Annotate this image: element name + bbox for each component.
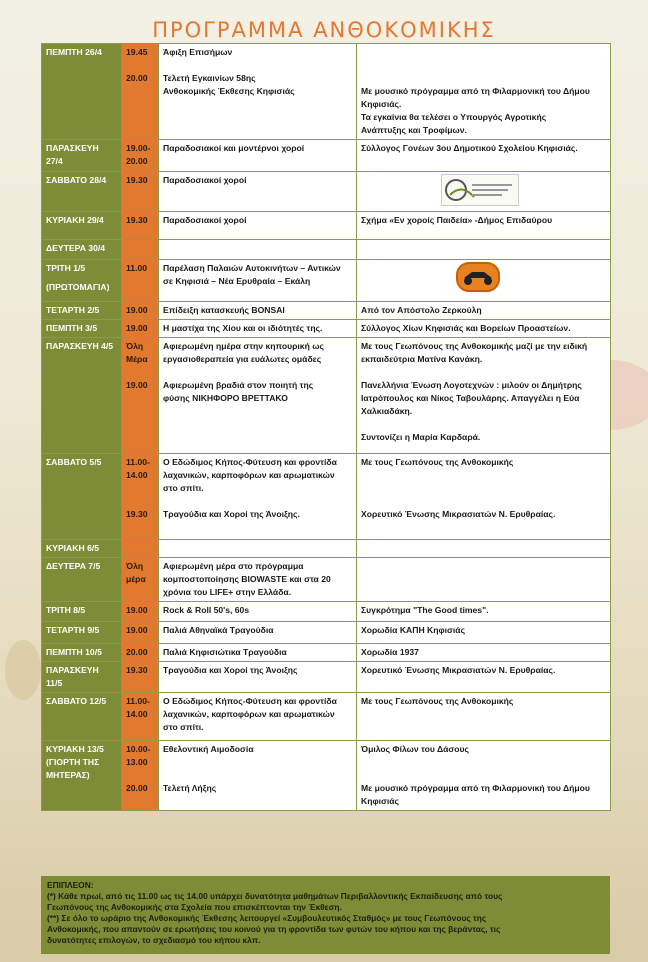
table-row xyxy=(42,140,611,172)
time-cell xyxy=(122,693,159,741)
time-cell-line: 13.00 xyxy=(126,757,148,767)
time-cell-line: 19.00 xyxy=(126,380,148,390)
organizer-cell xyxy=(357,44,611,140)
organizer-cell-line xyxy=(361,769,606,782)
organizer-cell-line xyxy=(361,756,606,769)
organizer-cell-line: Χορευτικό Ένωσης Μικρασιατών Ν. Ερυθραίας. xyxy=(361,509,556,519)
day-label: ΠΕΜΠΤΗ 10/5 xyxy=(46,647,102,657)
day-label: ΣΑΒΒΑΤΟ 28/4 xyxy=(46,175,107,185)
time-cell-line xyxy=(126,769,154,782)
school-association-logo-icon xyxy=(441,174,519,206)
activity-cell-line: Παραδοσιακοί και μοντέρνοι χοροί xyxy=(163,143,305,153)
activity-cell-line: Αφιερωμένη ημέρα στην κηπουρική ως xyxy=(163,341,324,351)
activity-cell xyxy=(159,302,357,320)
activity-cell-line: Εθελοντική Αιμοδοσία xyxy=(163,744,254,754)
day-label: ΠΕΜΠΤΗ 26/4 xyxy=(46,47,102,57)
activity-cell-line: Ο Εδώδιμος Κήπος-Φύτευση και φροντίδα xyxy=(163,696,337,706)
time-cell-line: 19.00 xyxy=(126,323,148,333)
time-cell-line: 11.00- xyxy=(126,696,150,706)
activity-cell-line: Ο Εδώδιμος Κήπος-Φύτευση και φροντίδα xyxy=(163,457,337,467)
activity-cell xyxy=(159,260,357,302)
organizer-cell-line xyxy=(361,59,606,72)
organizer-cell-line: Τα εγκαίνια θα τελέσει ο Υπουργός Αγροτικής xyxy=(361,112,547,122)
activity-cell-line: Άφιξη Επισήμων xyxy=(163,47,233,57)
organizer-cell-line: Με μουσικό πρόγραμμα από τη Φιλαρμονική του Δήμου xyxy=(361,86,590,96)
activity-cell-line: λαχανικών, καρποφόρων και αρωματικών xyxy=(163,709,335,719)
table-row xyxy=(42,240,611,260)
organizer-cell-line xyxy=(361,366,606,379)
time-cell-line xyxy=(126,366,154,379)
time-cell xyxy=(122,260,159,302)
activity-cell xyxy=(159,454,357,540)
day-label: ΣΑΒΒΑΤΟ 5/5 xyxy=(46,457,102,467)
activity-cell xyxy=(159,602,357,622)
activity-cell-line: στο σπίτι. xyxy=(163,722,204,732)
day-cell xyxy=(42,212,122,240)
time-cell-line: μέρα xyxy=(126,574,146,584)
activity-cell-line: λαχανικών, καρποφόρων και αρωματικών xyxy=(163,470,335,480)
day-label: (ΓΙΟΡΤΗ ΤΗΣ xyxy=(46,757,100,767)
activity-cell-line: Rock & Roll 50's, 60s xyxy=(163,605,250,615)
time-cell xyxy=(122,44,159,140)
activity-cell xyxy=(159,693,357,741)
activity-cell xyxy=(159,558,357,602)
page-title: ΠΡΟΓΡΑΜΜΑ ΑΝΘΟΚΟΜΙΚΗΣ xyxy=(152,18,496,42)
table-row xyxy=(42,540,611,558)
table-row xyxy=(42,172,611,212)
time-cell-line: 11.00- xyxy=(126,457,150,467)
table-row xyxy=(42,644,611,662)
activity-cell-line: Παλιά Κηφισιώτικα Τραγούδια xyxy=(163,647,287,657)
time-cell-line: 19.30 xyxy=(126,175,148,185)
organizer-cell-line xyxy=(361,482,606,495)
activity-cell-line: Ανθοκομικής Έκθεσης Κηφισιάς xyxy=(163,86,295,96)
organizer-cell xyxy=(357,338,611,454)
day-label: ΤΡΙΤΗ 8/5 xyxy=(46,605,86,615)
activity-cell xyxy=(159,622,357,644)
table-row xyxy=(42,212,611,240)
day-label: ΔΕΥΤΕΡΑ 7/5 xyxy=(46,561,101,571)
organizer-cell xyxy=(357,693,611,741)
footer-heading: ΕΠΙΠΛΕΟΝ: xyxy=(47,880,94,890)
time-cell-line xyxy=(126,495,154,508)
day-label: ΠΑΡΑΣΚΕΥΗ 4/5 xyxy=(46,341,114,351)
day-cell xyxy=(42,172,122,212)
day-label: ΠΕΜΠΤΗ 3/5 xyxy=(46,323,98,333)
time-cell-line: 14.00 xyxy=(126,470,148,480)
day-label: ΤΡΙΤΗ 1/5 xyxy=(46,263,86,273)
day-cell xyxy=(42,540,122,558)
time-cell xyxy=(122,454,159,540)
time-cell-line: Όλη xyxy=(126,341,144,351)
time-cell xyxy=(122,212,159,240)
organizer-cell-line: Κηφισιάς. xyxy=(361,99,402,109)
activity-cell-line: Παραδοσιακοί χοροί xyxy=(163,215,247,225)
time-cell xyxy=(122,602,159,622)
day-cell xyxy=(42,454,122,540)
organizer-cell-line: Κηφισιάς xyxy=(361,796,400,806)
organizer-cell xyxy=(357,558,611,602)
activity-cell xyxy=(159,172,357,212)
time-cell xyxy=(122,172,159,212)
footer-note-line: δυνατότητες επιλογών, το σχεδιασμό του κήπου κλπ. xyxy=(47,935,261,945)
organizer-cell xyxy=(357,140,611,172)
activity-cell xyxy=(159,44,357,140)
day-cell xyxy=(42,644,122,662)
organizer-cell xyxy=(357,240,611,260)
organizer-cell xyxy=(357,622,611,644)
day-label: ΔΕΥΤΕΡΑ 30/4 xyxy=(46,243,106,253)
activity-cell-line xyxy=(163,769,352,782)
organizer-cell-line: Σύλλογος Γονέων 3ου Δημοτικού Σχολείου Κηφισιάς. xyxy=(361,143,578,153)
activity-cell-line: Παρέλαση Παλαιών Αυτοκινήτων – Αντικών xyxy=(163,263,341,273)
table-row xyxy=(42,454,611,540)
activity-cell xyxy=(159,320,357,338)
organizer-cell-line: Με τους Γεωπόνους της Ανθοκομικής xyxy=(361,696,514,706)
activity-cell-line: Τελετή Λήξης xyxy=(163,783,217,793)
organizer-cell-line: εκπαιδεύτρια Ματίνα Κανάκη. xyxy=(361,354,483,364)
time-cell xyxy=(122,540,159,558)
organizer-cell-line xyxy=(361,495,606,508)
organizer-cell xyxy=(357,172,611,212)
day-label: ΚΥΡΙΑΚΗ 6/5 xyxy=(46,543,100,553)
activity-cell-line: Τελετή Εγκαινίων 58ης xyxy=(163,73,256,83)
table-row xyxy=(42,662,611,693)
day-label: ΤΕΤΑΡΤΗ 9/5 xyxy=(46,625,100,635)
time-cell xyxy=(122,140,159,172)
time-cell-line: 19.30 xyxy=(126,665,148,675)
organizer-cell xyxy=(357,662,611,693)
time-cell xyxy=(122,302,159,320)
organizer-cell-line: Από τον Απόστολο Ζερκούλη xyxy=(361,305,482,315)
table-row xyxy=(42,741,611,811)
organizer-cell-line: Σύλλογος Χίων Κηφισιάς και Βορείων Προαστείων. xyxy=(361,323,571,333)
organizer-cell-line: Με μουσικό πρόγραμμα από τη Φιλαρμονική του Δήμου xyxy=(361,783,590,793)
time-cell xyxy=(122,240,159,260)
time-cell-line xyxy=(126,59,154,72)
activity-cell-line: Παλιά Αθηναϊκά Τραγούδια xyxy=(163,625,274,635)
table-row xyxy=(42,320,611,338)
day-label: ΚΥΡΙΑΚΗ 29/4 xyxy=(46,215,104,225)
time-cell-line: Όλη xyxy=(126,561,144,571)
organizer-cell-line: Με τους Γεωπόνους της Ανθοκομικής xyxy=(361,457,514,467)
organizer-cell-line xyxy=(361,46,606,59)
time-cell-line: 20.00 xyxy=(126,647,148,657)
activity-cell-line: Παραδοσιακοί χοροί xyxy=(163,175,247,185)
table-row xyxy=(42,302,611,320)
organizer-cell-line: Ιατρόπουλος και Νίκος Ταβουλάρης. Απαγγέλει η Εύα xyxy=(361,393,580,403)
time-cell-line: 20.00 xyxy=(126,73,148,83)
table-row xyxy=(42,622,611,644)
time-cell xyxy=(122,644,159,662)
footer-note-line: Ανθοκομικής, που απαντούν σε ερωτήσεις του κοινού για τη φροντίδα των φυτών του κήπου και της βεράντας, τις xyxy=(47,924,501,934)
organizer-cell-line xyxy=(361,469,606,482)
day-label: ΚΥΡΙΑΚΗ 13/5 xyxy=(46,744,104,754)
time-cell xyxy=(122,320,159,338)
activity-cell-line: χρόνια του LIFE+ στην Ελλάδα. xyxy=(163,587,292,597)
vintage-car-club-logo-icon xyxy=(456,262,500,292)
activity-cell-line: φύσης ΝΙΚΗΦΟΡΟ ΒΡΕΤΤΑΚΟ xyxy=(163,393,288,403)
time-cell xyxy=(122,558,159,602)
activity-cell-line: Τραγούδια και Χοροί της Άνοιξης. xyxy=(163,509,300,519)
organizer-cell-line: Πανελλήνια Ένωση Λογοτεχνών : μιλούν οι Δημήτρης xyxy=(361,380,582,390)
organizer-cell-line: Όμιλος Φίλων του Δάσους xyxy=(361,744,470,754)
activity-cell-line: Η μαστίχα της Χίου και οι ιδιότητές της. xyxy=(163,323,323,333)
day-cell xyxy=(42,693,122,741)
time-cell-line: 19.00 xyxy=(126,605,148,615)
day-cell xyxy=(42,741,122,811)
day-cell xyxy=(42,44,122,140)
time-cell-line: 19.30 xyxy=(126,215,148,225)
day-cell xyxy=(42,662,122,693)
organizer-cell-line: Χορωδία ΚΑΠΗ Κηφισιάς xyxy=(361,625,466,635)
time-cell-line: 19.00 xyxy=(126,625,148,635)
activity-cell-line: Τραγούδια και Χοροί της Άνοιξης xyxy=(163,665,298,675)
activity-cell-line: στο σπίτι. xyxy=(163,483,204,493)
organizer-cell-line: Χορευτικό Ένωσης Μικρασιατών Ν. Ερυθραίας. xyxy=(361,665,556,675)
time-cell-line: 10.00- xyxy=(126,744,151,754)
day-cell xyxy=(42,602,122,622)
organizer-cell-line: Ανάπτυξης και Τροφίμων. xyxy=(361,125,467,135)
time-cell-line: Μέρα xyxy=(126,354,148,364)
organizer-cell xyxy=(357,644,611,662)
activity-cell xyxy=(159,540,357,558)
activity-cell xyxy=(159,662,357,693)
time-cell-line: 11.00 xyxy=(126,263,148,273)
time-cell-line xyxy=(126,482,154,495)
organizer-cell-line: Σχήμα «Εν χοροίς Παιδεία» -Δήμος Επιδαύρου xyxy=(361,215,553,225)
time-cell xyxy=(122,622,159,644)
table-row xyxy=(42,602,611,622)
activity-cell-line xyxy=(163,495,352,508)
organizer-cell-line xyxy=(361,72,606,85)
organizer-cell-line: Συγκρότημα "The Good times". xyxy=(361,605,489,615)
table-row xyxy=(42,558,611,602)
activity-cell-line: εργασιοθεραπεία για ευάλωτες ομάδες xyxy=(163,354,322,364)
table-row xyxy=(42,338,611,454)
organizer-cell-line: Με τους Γεωπόνους της Ανθοκομικής μαζί με την ειδική xyxy=(361,341,588,351)
organizer-cell xyxy=(357,540,611,558)
day-cell xyxy=(42,240,122,260)
activity-cell-line xyxy=(163,59,352,72)
time-cell-line: 14.00 xyxy=(126,709,148,719)
organizer-cell-line: Χορωδία 1937 xyxy=(361,647,419,657)
time-cell xyxy=(122,662,159,693)
time-cell-line: 19.00- xyxy=(126,143,151,153)
organizer-cell-line: Χαλκιαδάκη. xyxy=(361,406,413,416)
time-cell xyxy=(122,741,159,811)
activity-cell-line: Αφιερωμένη μέρα στο πρόγραμμα xyxy=(163,561,304,571)
activity-cell-line xyxy=(163,756,352,769)
time-cell-line: 19.45 xyxy=(126,47,148,57)
activity-cell xyxy=(159,338,357,454)
organizer-cell xyxy=(357,212,611,240)
day-label: ΤΕΤΑΡΤΗ 2/5 xyxy=(46,305,100,315)
day-label: ΠΑΡΑΣΚΕΥΗ 27/4 xyxy=(46,143,99,166)
time-cell-line: 19.00 xyxy=(126,305,148,315)
footer-note-line: Γεωπόνους της Ανθοκομικής στα Σχολεία που επισκέπτονται την Έκθεση. xyxy=(47,902,342,912)
time-cell-line: 20.00 xyxy=(126,783,148,793)
day-label: ΠΑΡΑΣΚΕΥΗ 11/5 xyxy=(46,665,99,688)
program-table xyxy=(41,43,611,811)
activity-cell xyxy=(159,140,357,172)
activity-cell-line: Επίδειξη κατασκευής BONSAI xyxy=(163,305,285,315)
organizer-cell-line: Συντονίζει η Μαρία Καρδαρά. xyxy=(361,432,481,442)
day-cell xyxy=(42,558,122,602)
activity-cell-line xyxy=(163,366,352,379)
footer-note-line: (**) Σε όλο το ωράριο της Ανθοκομικής Έκθεσης λειτουργεί «Συμβουλευτικός Σταθμός» με τους Γεωπόνους της xyxy=(47,913,487,923)
day-cell xyxy=(42,260,122,302)
background-flower-decoration xyxy=(5,640,41,700)
day-label: ΜΗΤΕΡΑΣ) xyxy=(46,770,90,780)
activity-cell-line: σε Κηφισιά – Νέα Ερυθραία – Εκάλη xyxy=(163,276,311,286)
table-row xyxy=(42,693,611,741)
organizer-cell xyxy=(357,454,611,540)
organizer-cell xyxy=(357,320,611,338)
day-cell xyxy=(42,338,122,454)
organizer-cell xyxy=(357,260,611,302)
activity-cell xyxy=(159,741,357,811)
time-cell-line: 20.00 xyxy=(126,156,148,166)
time-cell-line: 19.30 xyxy=(126,509,148,519)
footer-note-line: (*) Κάθε πρωί, από τις 11.00 ως τις 14.00 υπάρχει δυνατότητα μαθημάτων Περιβαλλοντικής Εκπαίδευσης από τους xyxy=(47,891,503,901)
activity-cell-line: κομποστοποίησης BIOWASTE και στα 20 xyxy=(163,574,331,584)
activity-cell-line: Αφιερωμένη βραδιά στον ποιητή της xyxy=(163,380,314,390)
day-cell xyxy=(42,320,122,338)
day-label: ΣΑΒΒΑΤΟ 12/5 xyxy=(46,696,107,706)
organizer-cell-line xyxy=(361,418,606,431)
day-label: (ΠΡΩΤΟΜΑΓΙΑ) xyxy=(46,282,110,292)
organizer-cell xyxy=(357,741,611,811)
table-row xyxy=(42,44,611,140)
organizer-cell xyxy=(357,602,611,622)
organizer-cell xyxy=(357,302,611,320)
day-cell xyxy=(42,622,122,644)
activity-cell xyxy=(159,644,357,662)
time-cell xyxy=(122,338,159,454)
day-cell xyxy=(42,140,122,172)
activity-cell xyxy=(159,240,357,260)
activity-cell xyxy=(159,212,357,240)
footer-notes xyxy=(41,876,610,954)
table-row xyxy=(42,260,611,302)
day-cell xyxy=(42,302,122,320)
